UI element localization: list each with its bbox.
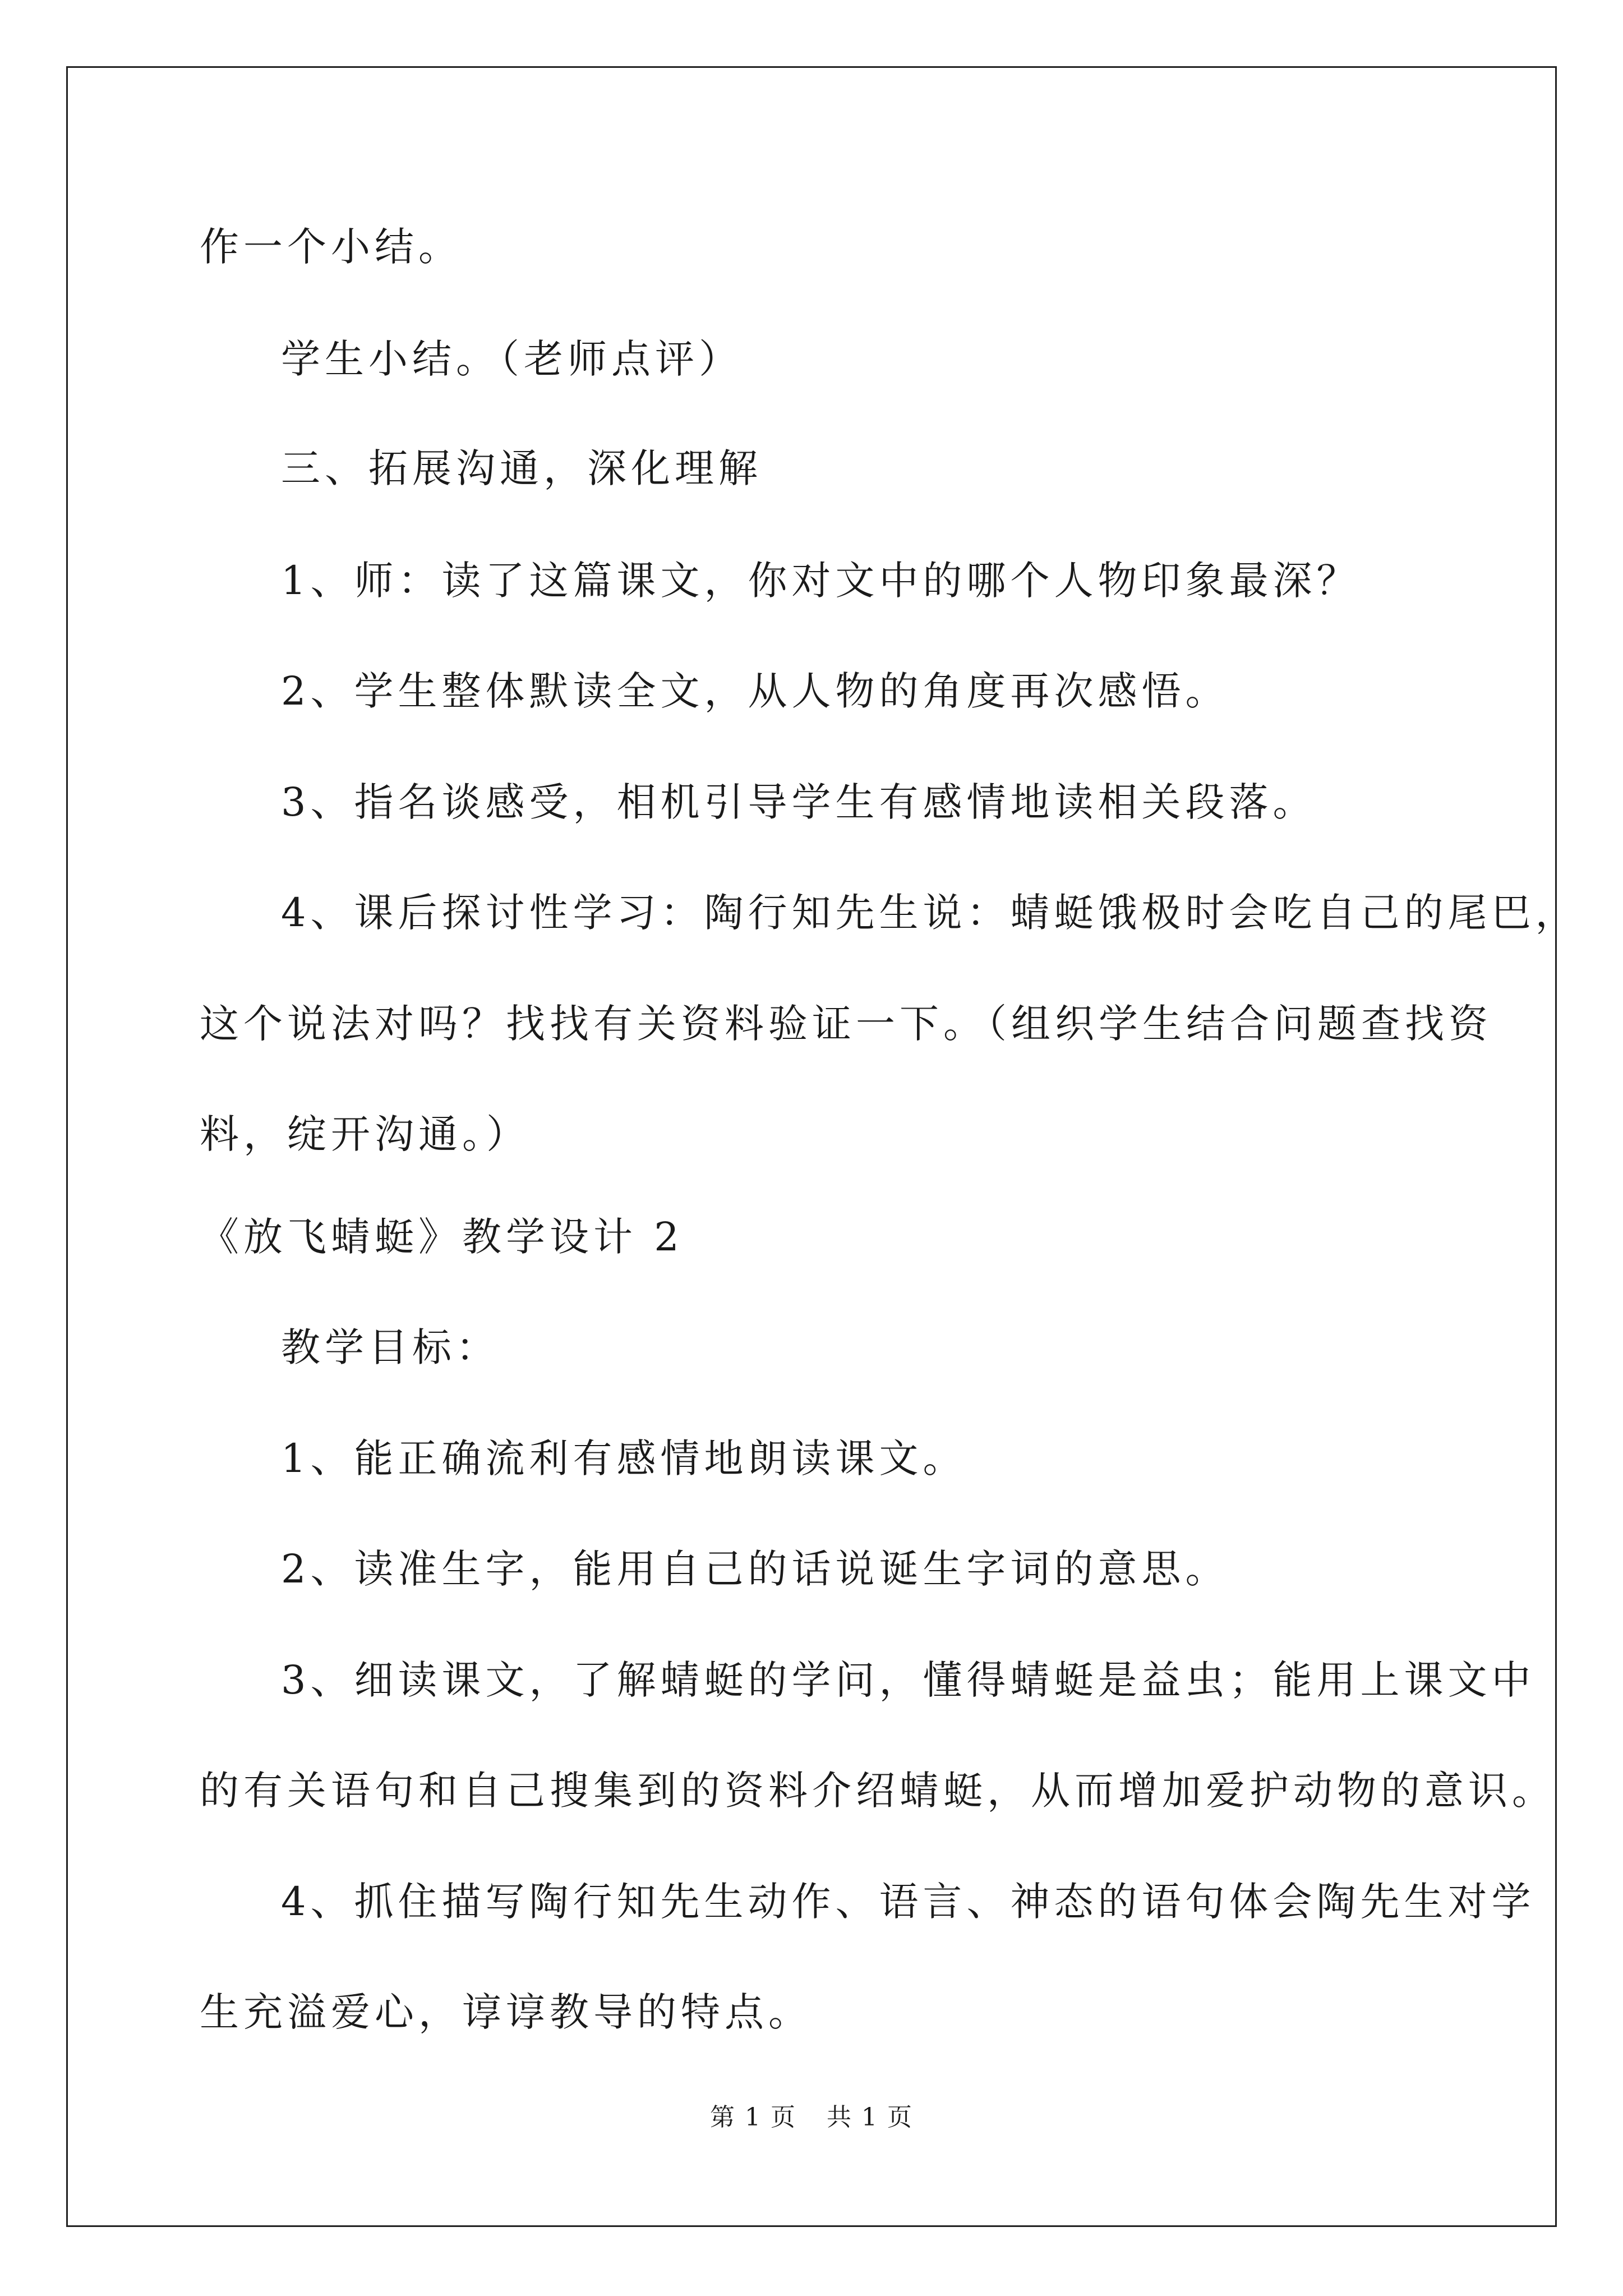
- text-line: 4、课后探讨性学习：陶行知先生说：蜻蜓饿极时会吃自己的尾巴，: [281, 890, 1579, 936]
- text-line: 1、能正确流利有感情地朗读课文。: [281, 1435, 967, 1481]
- text-line: 这个说法对吗？找找有关资料验证一下。（组织学生结合问题查找资: [200, 1001, 1492, 1047]
- text-line: 2、学生整体默读全文，从人物的角度再次感悟。: [281, 668, 1229, 714]
- text-line: 2、读准生字，能用自己的话说诞生字词的意思。: [281, 1546, 1229, 1592]
- text-line: 4、抓住描写陶行知先生动作、语言、神态的语句体会陶先生对学: [281, 1879, 1536, 1925]
- page-footer: [0, 2101, 1623, 2134]
- text-line: 的有关语句和自己搜集到的资料介绍蜻蜓，从而增加爱护动物的意识。: [200, 1768, 1556, 1814]
- text-line: 作一个小结。: [200, 224, 462, 270]
- text-line: 1、师：读了这篇课文，你对文中的哪个人物印象最深？: [281, 558, 1361, 604]
- page-total: 共 1 页: [827, 2103, 913, 2132]
- section-title: 《放飞蜻蜓》教学设计 2: [200, 1214, 684, 1260]
- text-line: 3、细读课文，了解蜻蜓的学问，懂得蜻蜓是益虫；能用上课文中: [281, 1657, 1536, 1703]
- text-line: 3、指名谈感受，相机引导学生有感情地读相关段落。: [281, 779, 1317, 825]
- page-number: 第 1 页: [710, 2103, 796, 2132]
- text-line: 教学目标：: [281, 1324, 500, 1370]
- text-line: 学生小结。（老师点评）: [281, 336, 743, 382]
- section-heading: 三、拓展沟通，深化理解: [281, 445, 762, 491]
- text-line: 料，绽开沟通。）: [200, 1111, 530, 1157]
- text-line: 生充溢爱心，谆谆教导的特点。: [200, 1989, 812, 2035]
